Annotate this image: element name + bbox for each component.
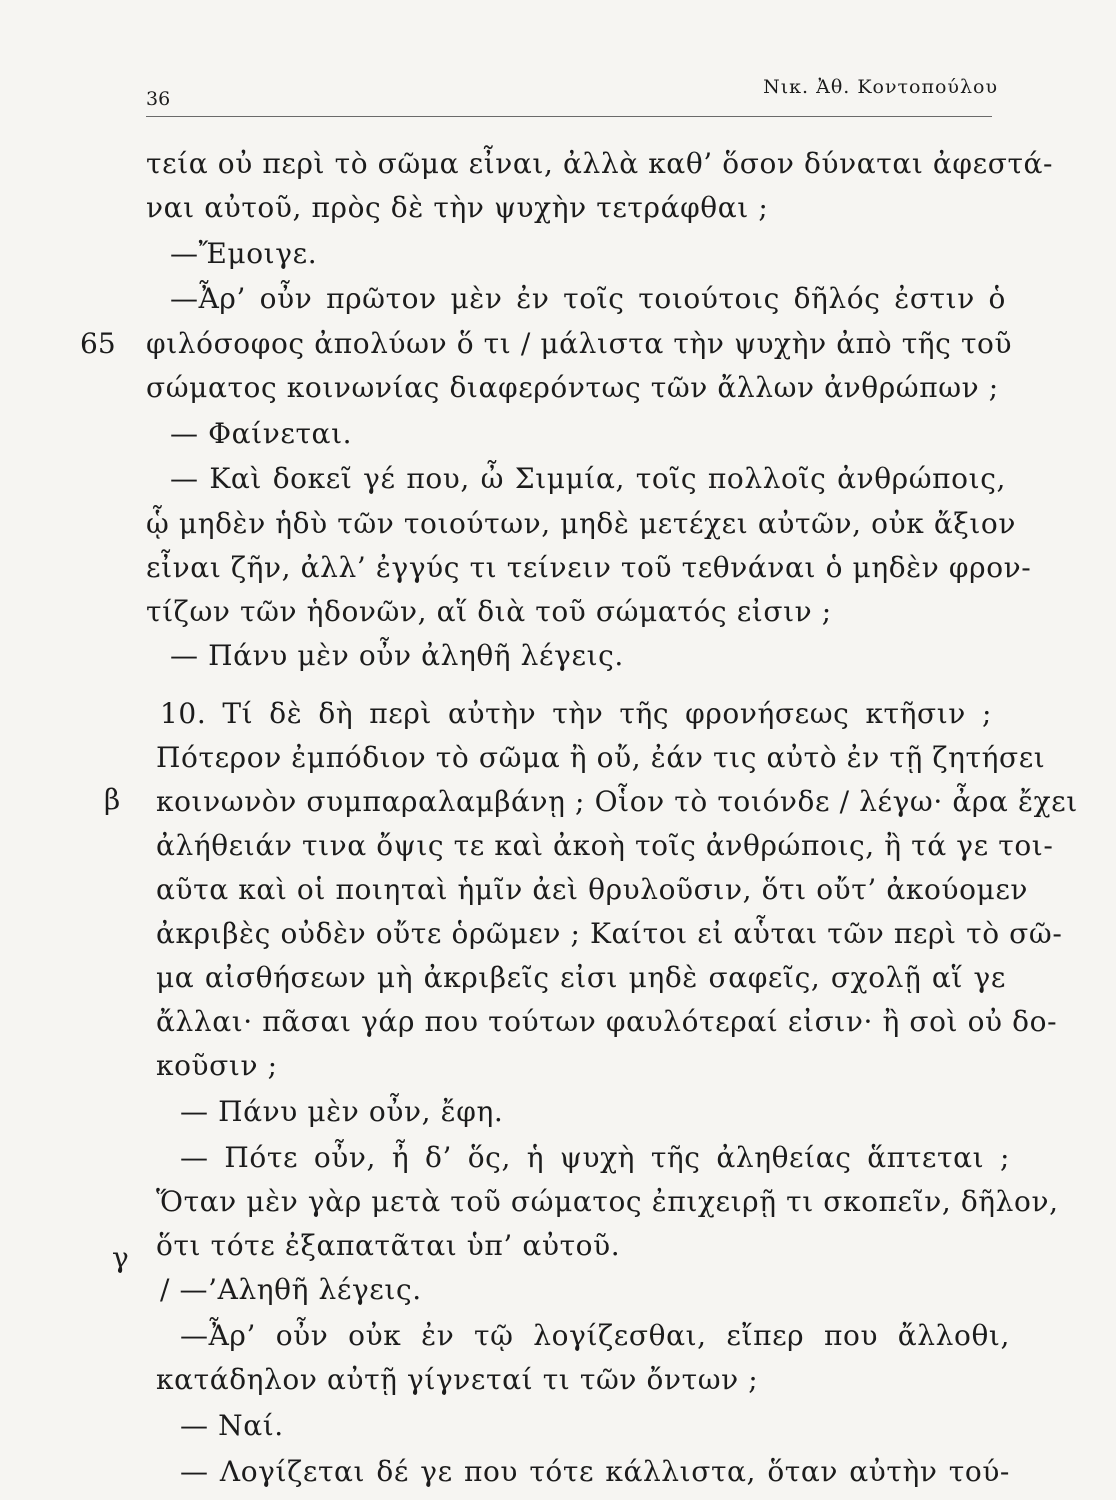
page-header xyxy=(146,74,998,114)
text-line: — Λογίζεται δέ γε που τότε κάλλιστα, ὅταν αὐτὴν τού- xyxy=(180,1455,1010,1488)
text-line: μα αἰσθήσεων μὴ ἀκριβεῖς εἰσι μηδὲ σαφεῖς, σχολῇ αἵ γε xyxy=(156,961,1006,994)
margin-line-number: 65 xyxy=(80,327,116,360)
text-line: ἄλλαι· πᾶσαι γάρ που τούτων φαυλότεραί εἰσιν· ἢ σοὶ οὐ δο- xyxy=(156,1005,1058,1038)
text-line: σώματος κοινωνίας διαφερόντως τῶν ἄλλων ἀνθρώπων ; xyxy=(146,371,999,404)
text-line: / —’Αληθῆ λέγεις. xyxy=(160,1273,422,1306)
text-line: —Ἔμοιγε. xyxy=(170,237,318,270)
text-line: ἀλήθειάν τινα ὄψις τε καὶ ἀκοὴ τοῖς ἀνθρώποις, ἢ τά γε τοι- xyxy=(156,829,1054,862)
text-line: κατάδηλον αὐτῇ γίγνεταί τι τῶν ὄντων ; xyxy=(156,1363,759,1396)
text-line: αῦτα καὶ οἱ ποιηταὶ ἡμῖν ἀεὶ θρυλοῦσιν, ὅτι οὔτ’ ἀκούομεν xyxy=(156,873,1029,906)
text-line: κοινωνὸν συμπαραλαμβάνῃ ; Οἷον τὸ τοιόνδε / λέγω· ἆρα ἔχει xyxy=(156,785,1078,818)
text-line: — Καὶ δοκεῖ γέ που, ὦ Σιμμία, τοῖς πολλοῖς ἀνθρώποις, xyxy=(170,462,1006,495)
header-rule xyxy=(146,116,992,117)
text-line: — Ναί. xyxy=(180,1409,284,1442)
section-heading-line: 10. Τί δὲ δὴ περὶ αὐτὴν τὴν τῆς φρονήσεως κτῆσιν ; xyxy=(160,697,992,730)
text-line: ᾧ μηδὲν ἡδὺ τῶν τοιούτων, μηδὲ μετέχει αὐτῶν, οὐκ ἄξιον xyxy=(146,507,1017,540)
text-line: ὅτι τότε ἐξαπατᾶται ὑπ’ αὐτοῦ. xyxy=(156,1229,621,1262)
text-line: —Ἆρ’ οὖν οὐκ ἐν τῷ λογίζεσθαι, εἴπερ που ἄλλοθι, xyxy=(180,1319,1010,1352)
text-line: ἀκριβὲς οὐδὲν οὔτε ὁρῶμεν ; Καίτοι εἰ αὗται τῶν περὶ τὸ σῶ- xyxy=(156,917,1063,950)
text-line: τίζων τῶν ἡδονῶν, αἵ διὰ τοῦ σώματός εἰσιν ; xyxy=(146,595,832,628)
text-line: — Πάνυ μὲν οὖν ἀληθῆ λέγεις. xyxy=(170,639,624,672)
running-head: Νικ. Ἀθ. Κοντοπούλου xyxy=(763,76,998,98)
text-line: φιλόσοφος ἀπολύων ὅ τι / μάλιστα τὴν ψυχὴν ἀπὸ τῆς τοῦ xyxy=(146,327,1013,360)
text-line: — Πάνυ μὲν οὖν, ἔφη. xyxy=(180,1095,504,1128)
text-line: εἶναι ζῆν, ἀλλ’ ἐγγύς τι τείνειν τοῦ τεθνάναι ὁ μηδὲν φρον- xyxy=(146,551,1032,584)
margin-section-beta: β xyxy=(104,783,121,816)
text-line: — Πότε οὖν, ἦ δ’ ὅς, ἡ ψυχὴ τῆς ἀληθείας ἅπτεται ; xyxy=(180,1141,1010,1174)
text-line: ναι αὐτοῦ, πρὸς δὲ τὴν ψυχὴν τετράφθαι ; xyxy=(146,191,769,224)
margin-section-gamma: γ xyxy=(112,1241,129,1274)
text-line: τεία οὐ περὶ τὸ σῶμα εἶναι, ἀλλὰ καθ’ ὅσον δύναται ἀφεστά- xyxy=(146,147,1054,180)
text-line: Πότερον ἐμπόδιον τὸ σῶμα ἢ οὔ, ἐάν τις αὐτὸ ἐν τῇ ζητήσει xyxy=(156,741,1046,774)
text-line: Ὅταν μὲν γὰρ μετὰ τοῦ σώματος ἐπιχειρῇ τι σκοπεῖν, δῆλον, xyxy=(156,1185,1059,1218)
text-line: — Φαίνεται. xyxy=(170,417,353,450)
page-number: 36 xyxy=(146,88,171,110)
text-line: κοῦσιν ; xyxy=(156,1049,278,1082)
text-line: —Ἆρ’ οὖν πρῶτον μὲν ἐν τοῖς τοιούτοις δῆλός ἐστιν ὁ xyxy=(170,282,1006,315)
